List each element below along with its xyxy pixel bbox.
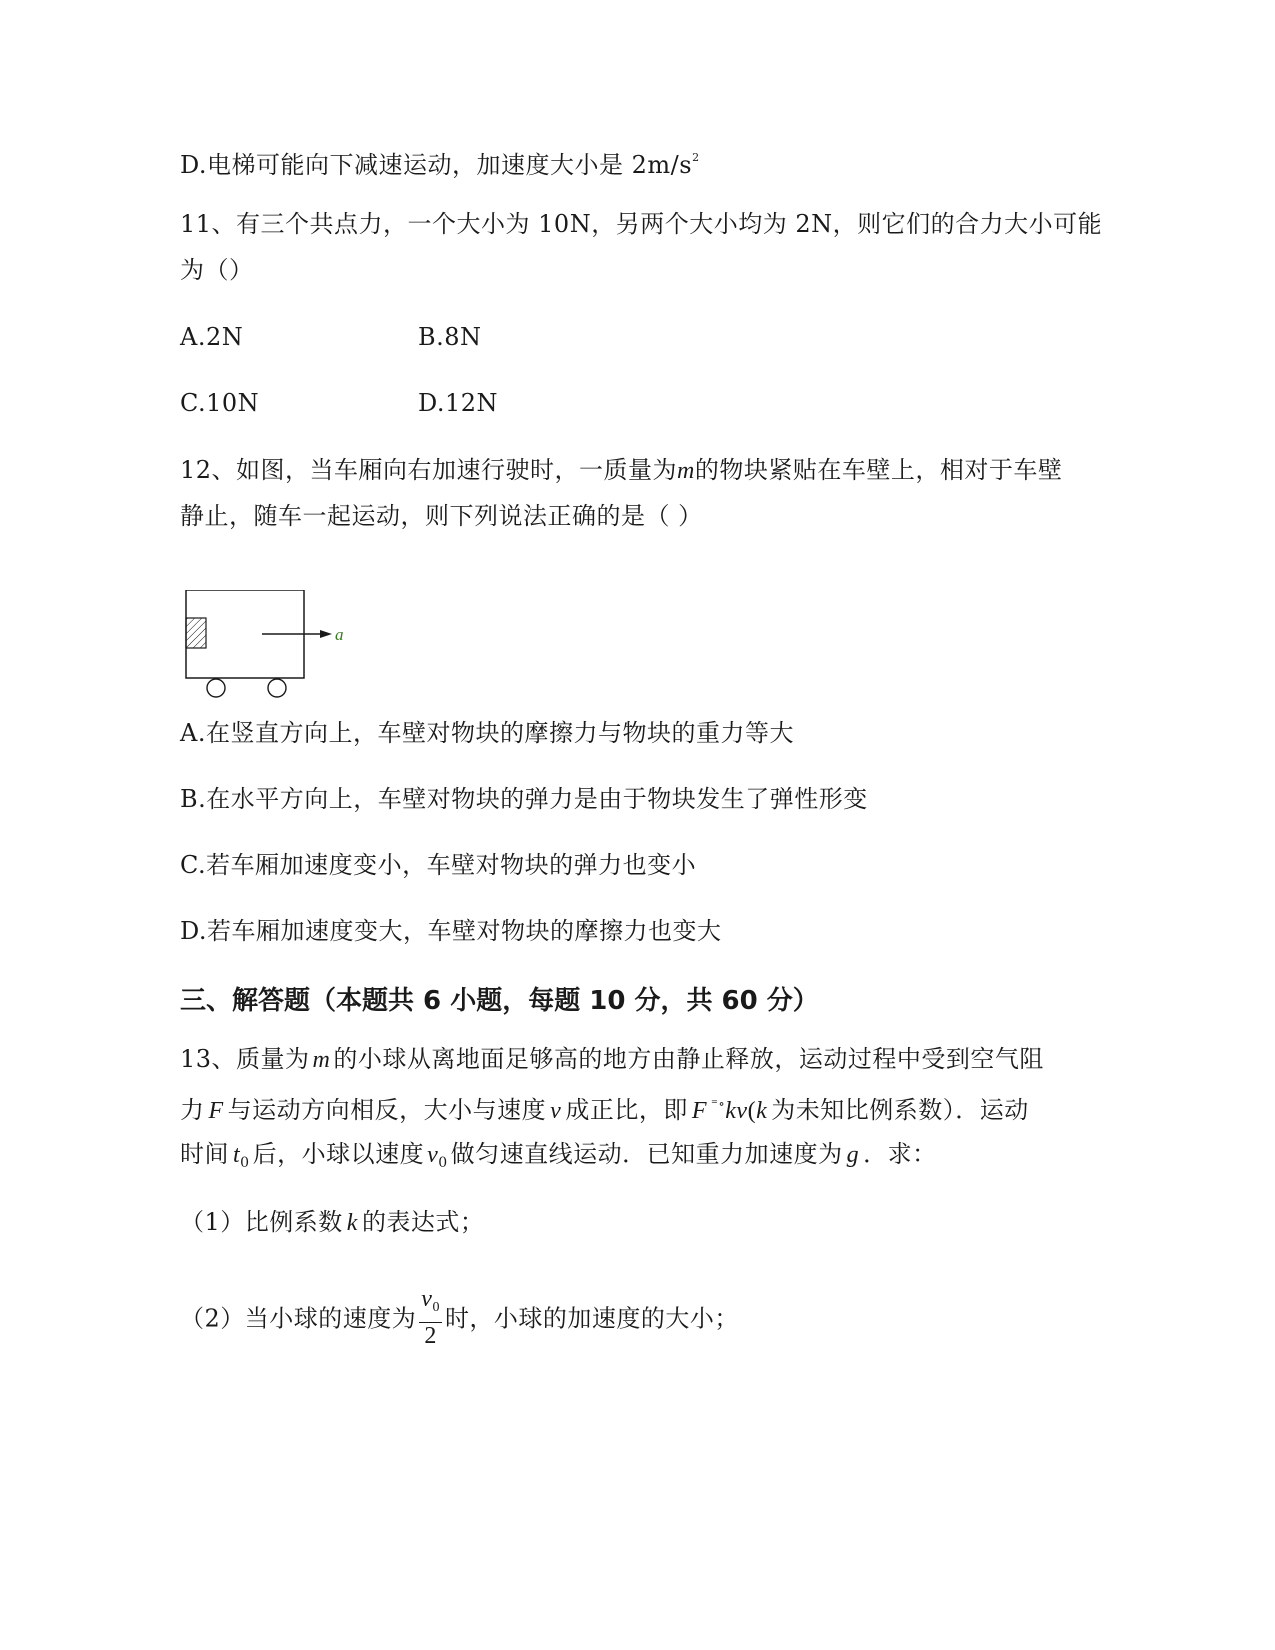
q13-line1 [180,1044,1044,1075]
q10-option-d-text: D.电梯可能向下减速运动，加速度大小是 2m/s [180,151,693,179]
cart-wheel-right [268,679,286,697]
acceleration-arrow-head [320,630,332,638]
fraction-numerator [419,1287,442,1323]
fraction-denominator: 2 [424,1323,437,1349]
q13-sub2-text: （2）当小球的速度为 [180,1304,417,1333]
q13-gravity-variable: g [846,1142,860,1168]
q13-sub2-fraction [419,1287,442,1349]
q13-subquestion-1 [180,1207,484,1238]
q13-text: 力 [180,1096,205,1124]
q10-option-d [180,143,700,180]
q13-velocity-subscript: 0 [438,1155,448,1171]
q11-option-a: A.2N [180,323,244,351]
q13-sub2-text: 时，小球的加速度的大小； [444,1304,739,1333]
q12-stem-line2: 静止，随车一起运动，则下列说法正确的是（ ） [180,502,703,530]
q13-text: 13、质量为 [180,1045,310,1073]
q11-stem-line2: 为（） [180,256,254,284]
q13-velocity-variable: v [550,1098,562,1124]
q12-stem-line1 [180,455,1062,486]
q13-kv-expression: kv [725,1098,748,1124]
q13-force-variable: F [208,1098,224,1124]
q13-sub1-text: （1）比例系数 [180,1208,343,1236]
q12-option-b: B.在水平方向上，车壁对物块的弹力是由于物块发生了弹性形变 [180,785,868,813]
q13-sub1-text: 的表达式； [361,1208,485,1236]
q13-text: 与运动方向相反，大小与速度 [227,1096,547,1124]
q11-option-d: D.12N [418,389,499,417]
cart-wheel-left [207,679,225,697]
q11-option-b: B.8N [418,323,482,351]
q13-text: 成正比，即 [565,1096,688,1124]
section-heading: 三、解答题（本题共 6 小题，每题 10 分，共 60 分） [180,986,819,1016]
q10-option-d-superscript: 2 [692,151,700,164]
q13-line3 [180,1139,937,1178]
q13-subquestion-2 [180,1286,739,1351]
q13-line2 [180,1090,1029,1126]
fraction-numerator-subscript: 0 [432,1300,440,1315]
q12-option-a: A.在竖直方向上，车壁对物块的摩擦力与物块的重力等大 [180,719,794,747]
q11-option-c: C.10N [180,389,260,417]
q13-mass-variable: m [312,1047,331,1073]
q13-sub1-k-variable: k [346,1210,358,1236]
q13-time-subscript: 0 [240,1155,250,1171]
q13-force-variable: F [691,1098,707,1124]
q13-text: 后，小球以速度 [252,1140,425,1168]
q13-text: 为未知比例系数）．运动 [771,1096,1029,1124]
q12-option-d: D.若车厢加速度变大，车壁对物块的摩擦力也变大 [180,917,722,945]
q13-paren: ( [747,1098,757,1124]
q12-cart-diagram [180,590,380,710]
q13-time-variable: t [233,1142,241,1168]
q13-text: ．求： [863,1140,937,1168]
q12-mass-variable: m [677,458,695,484]
q12-stem-text-a: 12、如图，当车厢向右加速行驶时，一质量为 [180,456,678,484]
q13-velocity-variable: v [427,1142,439,1168]
q11-stem-line1: 11、有三个共点力，一个大小为 10N，另两个大小均为 2N，则它们的合力大小可能 [180,210,1103,238]
fraction-numerator-variable: v [421,1286,433,1312]
q13-text: 时间 [180,1140,229,1168]
q13-k-variable: k [756,1098,768,1124]
q13-garbled-equals-glyph: ⁼∘ [711,1097,726,1112]
acceleration-label: a [335,625,344,644]
q12-option-c: C.若车厢加速度变小，车壁对物块的弹力也变小 [180,851,697,879]
q13-text: 做匀速直线运动．已知重力加速度为 [450,1140,843,1168]
block-on-wall [186,618,206,648]
q12-stem-text-b: 的物块紧贴在车壁上，相对于车壁 [694,456,1063,484]
q13-text: 的小球从离地面足够高的地方由静止释放，运动过程中受到空气阻 [333,1045,1044,1073]
